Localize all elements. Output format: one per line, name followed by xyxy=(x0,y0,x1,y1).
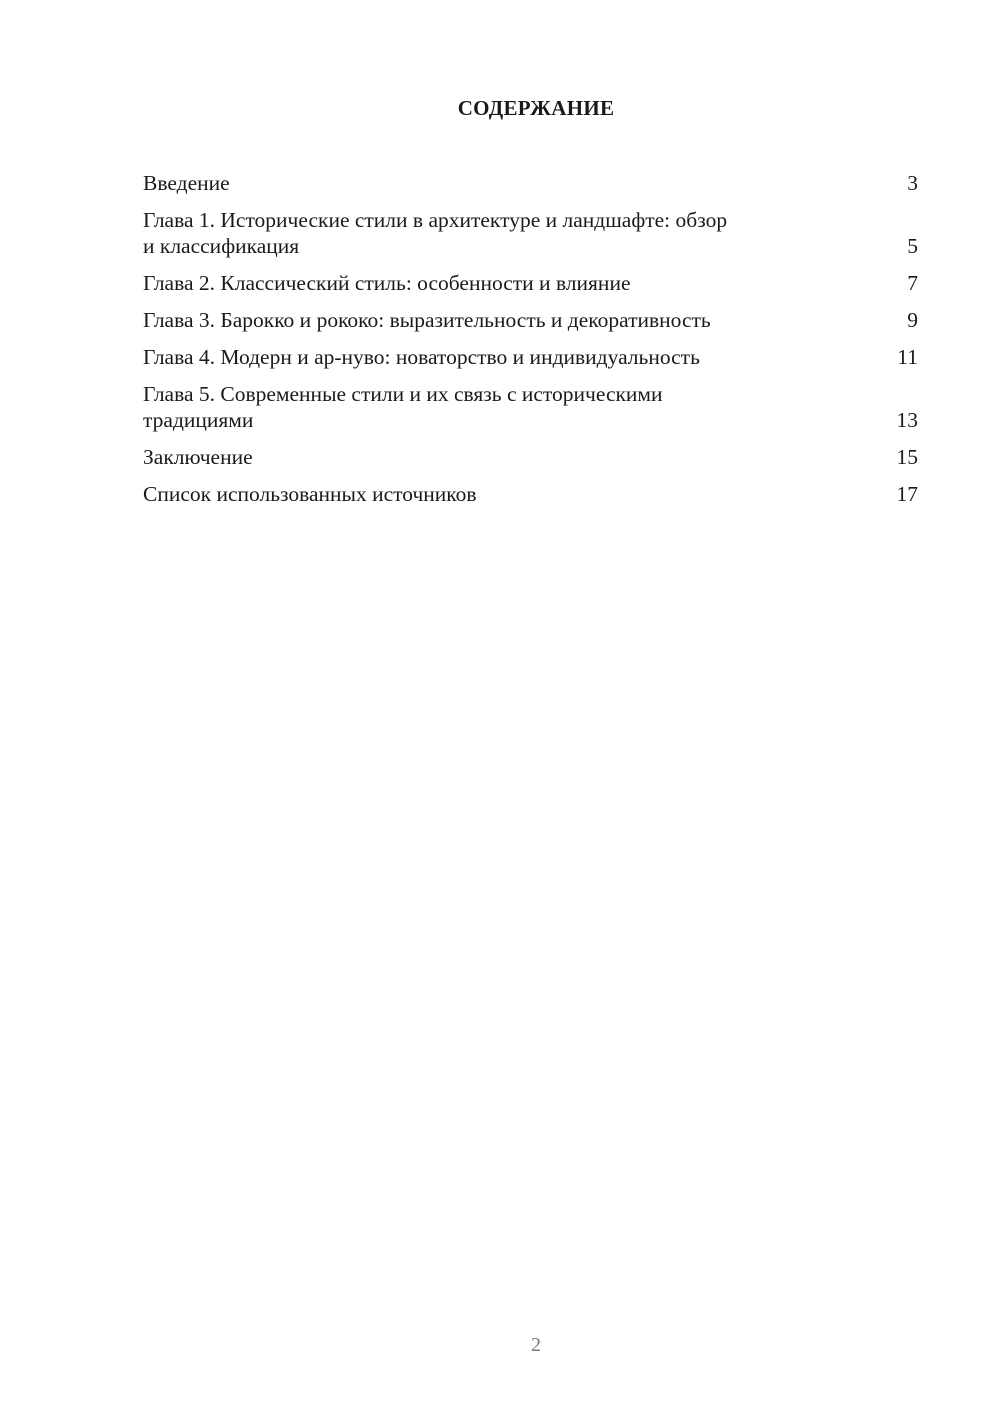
toc-entry-page: 17 xyxy=(896,482,918,506)
toc-entry-conclusion[interactable] xyxy=(143,444,918,470)
toc-entry-title: Глава 5. Современные стили и их связь с историческими традициями xyxy=(143,382,663,432)
toc-entry-title: Глава 1. Исторические стили в архитектуре и ландшафте: обзор и классификация xyxy=(143,208,728,258)
table-of-contents xyxy=(143,170,918,518)
toc-entry-title: Введение xyxy=(143,171,230,195)
toc-entry-references[interactable] xyxy=(143,481,918,507)
toc-entry-introduction[interactable] xyxy=(143,170,918,196)
toc-heading: СОДЕРЖАНИЕ xyxy=(457,96,615,120)
toc-entry-chapter-4[interactable] xyxy=(143,344,918,370)
toc-entry-title: Глава 2. Классический стиль: особенности и влияние xyxy=(143,271,631,295)
toc-entry-chapter-3[interactable] xyxy=(143,307,918,333)
toc-entry-chapter-5[interactable] xyxy=(143,381,918,433)
toc-entry-page: 7 xyxy=(907,271,918,295)
toc-entry-page: 5 xyxy=(907,234,918,258)
toc-entry-chapter-1[interactable] xyxy=(143,207,918,259)
toc-entry-page: 9 xyxy=(907,308,918,332)
page-number: 2 xyxy=(531,1334,541,1356)
toc-entry-chapter-2[interactable] xyxy=(143,270,918,296)
toc-entry-page: 11 xyxy=(897,345,918,369)
toc-entry-page: 13 xyxy=(896,408,918,432)
toc-entry-title: Заключение xyxy=(143,445,253,469)
toc-entry-title: Глава 4. Модерн и ар-нуво: новаторство и индивидуальность xyxy=(143,345,700,369)
toc-entry-page: 15 xyxy=(896,445,918,469)
toc-entry-title: Глава 3. Барокко и рококо: выразительность и декоративность xyxy=(143,308,711,332)
toc-entry-page: 3 xyxy=(907,171,918,195)
toc-entry-title: Список использованных источников xyxy=(143,482,477,506)
